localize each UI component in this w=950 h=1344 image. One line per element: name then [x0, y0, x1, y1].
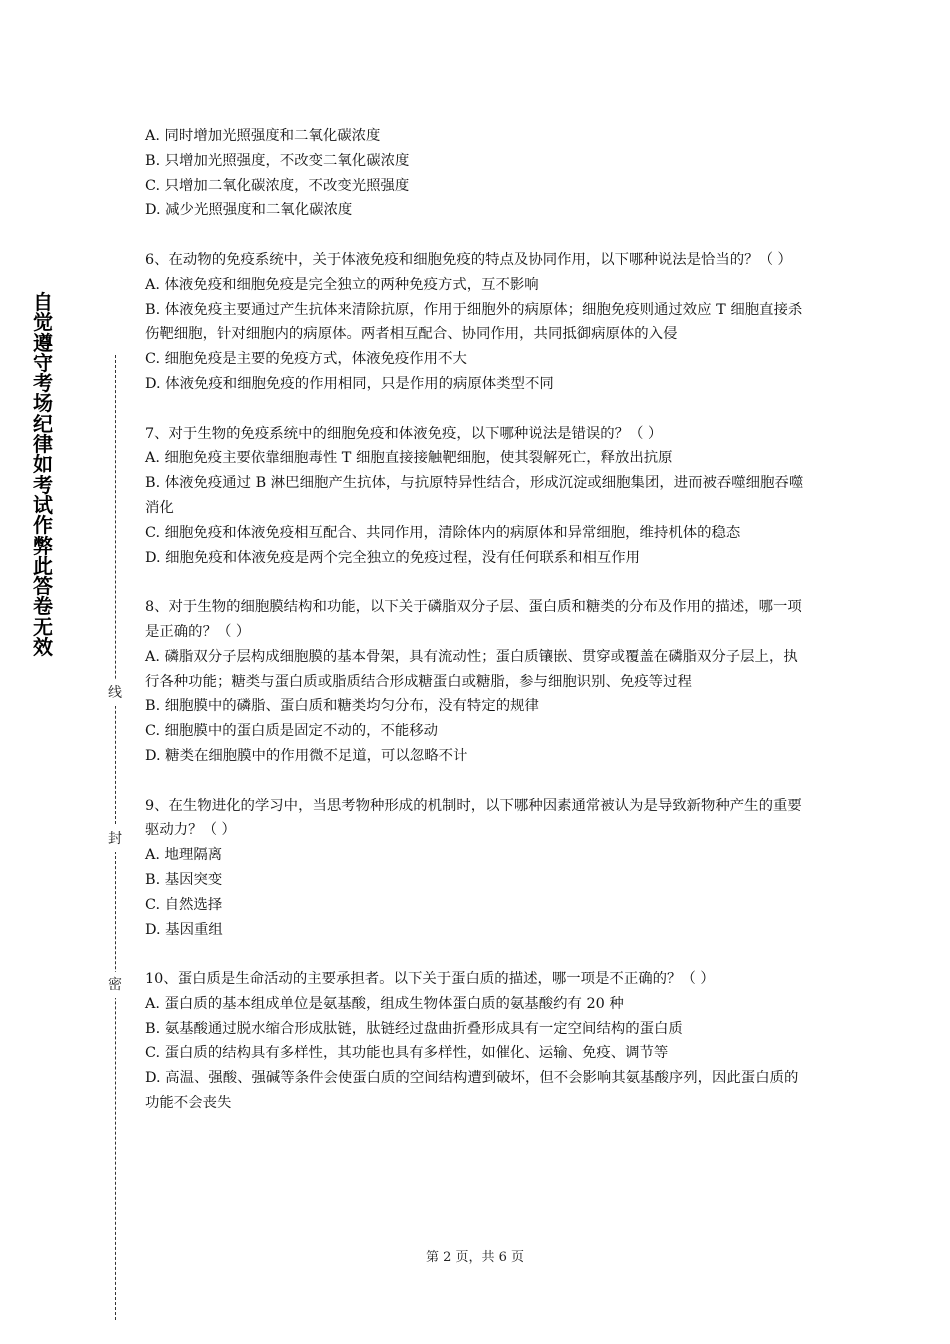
- binding-mark-mi: 密: [106, 972, 124, 998]
- q10-option-d: D. 高温、强酸、强碱等条件会使蛋白质的空间结构遭到破坏，但不会影响其氨基酸序列，因此蛋白质的功能不会丧失: [145, 1070, 799, 1112]
- q6-stem: 6、在动物的免疫系统中，关于体液免疫和细胞免疫的特点及协同作用，以下哪种说法是恰当的？（ ）: [145, 251, 792, 268]
- q8-option-a: A. 磷脂双分子层构成细胞膜的基本骨架，具有流动性；蛋白质镶嵌、贯穿或覆盖在磷脂双分子层上，执行各种功能；糖类与蛋白质或脂质结合形成糖蛋白或糖脂，参与细胞识别、免疫等过程: [145, 648, 798, 690]
- q6-option-d: D. 体液免疫和细胞免疫的作用相同，只是作用的病原体类型不同: [145, 375, 554, 392]
- q9-option-b: B. 基因突变: [145, 871, 223, 888]
- q9-option-c: C. 自然选择: [145, 896, 223, 913]
- q10-option-a: A. 蛋白质的基本组成单位是氨基酸，组成生物体蛋白质的氨基酸约有 20 种: [145, 995, 624, 1012]
- q5-option-c: C. 只增加二氧化碳浓度，不改变光照强度: [145, 177, 410, 194]
- question-6: [145, 248, 810, 397]
- q9-stem: 9、在生物进化的学习中，当思考物种形成的机制时，以下哪种因素通常被认为是导致新物种产生的重要驱动力？（ ）: [145, 797, 802, 839]
- question-10: [145, 967, 810, 1116]
- page-number: 第 2 页，共 6 页: [425, 1250, 525, 1265]
- q6-option-c: C. 细胞免疫是主要的免疫方式，体液免疫作用不大: [145, 351, 467, 368]
- exam-content: [145, 124, 810, 1116]
- q8-stem: 8、对于生物的细胞膜结构和功能，以下关于磷脂双分子层、蛋白质和糖类的分布及作用的描述，哪一项是正确的？（ ）: [145, 599, 802, 640]
- q9-option-d: D. 基因重组: [145, 921, 223, 938]
- binding-mark-feng: 封: [106, 826, 124, 852]
- q8-option-c: C. 细胞膜中的蛋白质是固定不动的，不能移动: [145, 723, 439, 740]
- question-5-options: [145, 124, 810, 223]
- q5-option-b: B. 只增加光照强度，不改变二氧化碳浓度: [145, 152, 410, 169]
- q7-option-d: D. 细胞免疫和体液免疫是两个完全独立的免疫过程，没有任何联系和相互作用: [145, 549, 641, 566]
- q10-option-c: C. 蛋白质的结构具有多样性，其功能也具有多样性，如催化、运输、免疫、调节等: [145, 1045, 669, 1062]
- binding-mark-xian: 线: [106, 680, 124, 706]
- q8-option-d: D. 糖类在细胞膜中的作用微不足道，可以忽略不计: [145, 747, 468, 764]
- q7-option-b: B. 体液免疫通过 B 淋巴细胞产生抗体，与抗原特异性结合，形成沉淀或细胞集团，进而被吞噬细胞吞噬消化: [145, 475, 804, 516]
- q9-option-a: A. 地理隔离: [145, 847, 223, 864]
- question-9: [145, 794, 810, 943]
- q10-option-b: B. 氨基酸通过脱水缩合形成肽链，肽链经过盘曲折叠形成具有一定空间结构的蛋白质: [145, 1020, 683, 1037]
- question-8: [145, 595, 810, 769]
- question-7: [145, 422, 810, 571]
- q5-option-a: A. 同时增加光照强度和二氧化碳浓度: [145, 128, 381, 144]
- q7-option-c: C. 细胞免疫和体液免疫相互配合、共同作用，清除体内的病原体和异常细胞，维持机体的稳态: [145, 524, 741, 541]
- exam-discipline-warning: 自觉遵守考场纪律如考试作弊此答卷无效: [33, 290, 53, 660]
- q7-option-a: A. 细胞免疫主要依靠细胞毒性 T 细胞直接接触靶细胞，使其裂解死亡，释放出抗原: [145, 450, 673, 467]
- q8-option-b: B. 细胞膜中的磷脂、蛋白质和糖类均匀分布，没有特定的规律: [145, 698, 539, 715]
- q6-option-b: B. 体液免疫主要通过产生抗体来清除抗原，作用于细胞外的病原体；细胞免疫则通过效应 T 细胞直接杀伤靶细胞，针对细胞内的病原体。两者相互配合、协同作用，共同抵御病原体的入侵: [145, 301, 803, 343]
- q5-option-d: D. 减少光照强度和二氧化碳浓度: [145, 202, 353, 219]
- q10-stem: 10、蛋白质是生命活动的主要承担者。以下关于蛋白质的描述，哪一项是不正确的？（ ）: [145, 971, 715, 988]
- q7-stem: 7、对于生物的免疫系统中的细胞免疫和体液免疫，以下哪种说法是错误的？（ ）: [145, 425, 663, 442]
- q6-option-a: A. 体液免疫和细胞免疫是完全独立的两种免疫方式，互不影响: [145, 276, 539, 293]
